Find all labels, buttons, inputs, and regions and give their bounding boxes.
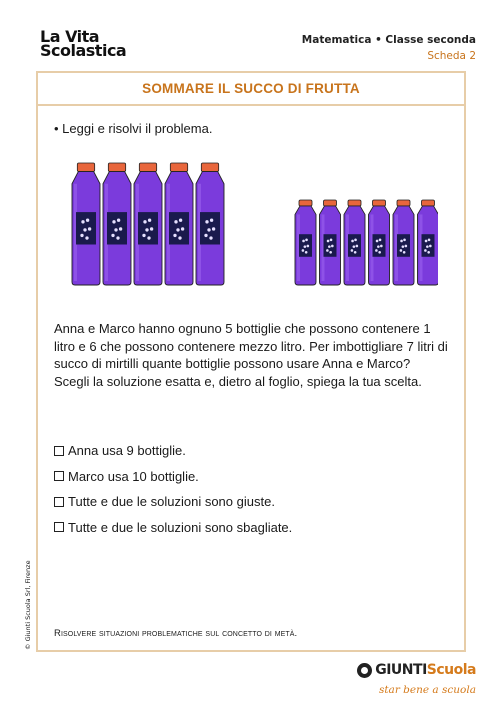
large-bottle-icon [72,163,100,285]
worksheet-title: SOMMARE IL SUCCO DI FRUTTA [142,81,360,96]
small-bottle-icon [393,200,414,285]
small-bottle-icon [369,200,390,285]
logo-line-2: Scolastica [40,41,127,60]
large-bottle-icon [196,163,224,285]
small-bottle-icon [344,200,365,285]
option-label: Tutte e due le soluzioni sono giuste. [68,494,275,510]
small-bottle-icon [320,200,341,285]
option-label: Anna usa 9 bottiglie. [68,443,186,459]
sheet-label: Scheda 2 [427,50,476,62]
option-label: Tutte e due le soluzioni sono sbagliate. [68,519,293,535]
brand-name-2: Scuola [426,662,476,678]
problem-statement: Anna e Marco hanno ognuno 5 bottiglie che possono contenere 1 litro e 6 che possono contenere mezzo litro. Per imbottigliare 7 litri di succo di mirtilli quante bottiglie possono usare Anna e Marco? [54,321,448,371]
option-2[interactable] [54,464,292,490]
checkbox[interactable] [54,497,64,507]
giunti-logo-icon [357,663,372,678]
large-bottle-icon [103,163,131,285]
publisher-brand [357,662,476,696]
bottles-svg [68,159,438,289]
problem-text [54,320,452,390]
magazine-logo [40,27,127,60]
title-divider [38,104,464,106]
large-bottle-icon [134,163,162,285]
instruction: • Leggi e risolvi il problema. [54,121,213,136]
brand-tagline: star bene a scuola [378,683,476,696]
bottles-illustration [68,159,438,289]
checkbox[interactable] [54,446,64,456]
checkbox[interactable] [54,522,64,532]
learning-objective: Risolvere situazioni problematiche sul concetto di metà. [54,628,298,639]
brand-name-1: GIUNTI [375,662,427,678]
worksheet-frame [36,71,466,652]
option-4[interactable] [54,515,292,541]
header-info [302,32,476,64]
logo-line-1: La Vita [40,27,100,46]
subject-label: Matematica • Classe seconda [301,34,476,46]
option-1[interactable] [54,438,292,464]
answer-options [54,438,292,540]
checkbox[interactable] [54,471,64,481]
publisher-logo [357,662,476,678]
copyright-notice: © Giunti Scuola Srl, Firenze [24,560,32,650]
small-bottle-icon [295,200,316,285]
large-bottle-icon [165,163,193,285]
task-statement: Scegli la soluzione esatta e, dietro al foglio, spiega la tua scelta. [54,373,422,389]
small-bottle-icon [418,200,439,285]
option-label: Marco usa 10 bottiglie. [68,468,199,484]
option-3[interactable] [54,489,292,515]
